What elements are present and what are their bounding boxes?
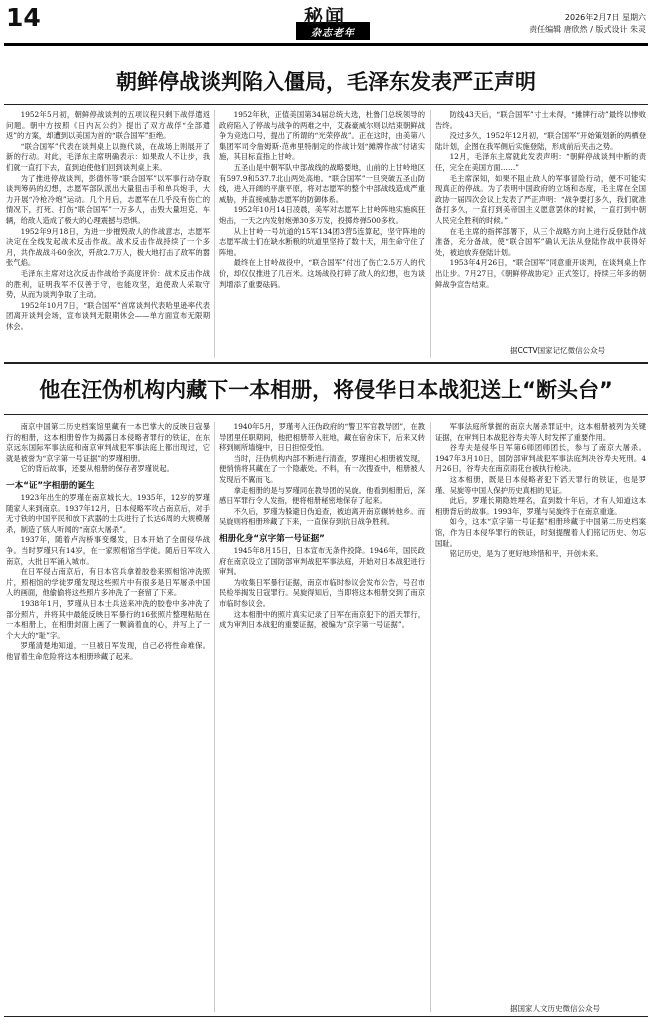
- paragraph: 1952年10月7日，“联合国军”首席谈判代表哈里逊率代表团离开谈判会场，宣布谈判无限期休会——单方面宣布无限期休会。: [6, 300, 210, 331]
- paragraph: 最终在上甘岭战役中，“联合国军”付出了伤亡2.5万人的代价，却仅仅推进了几百米。这场战役打碎了敌人的幻想，也为谈判增添了重要砝码。: [219, 258, 425, 289]
- article1-source-credit: 据CCTV国家记忆微信公众号: [510, 346, 606, 355]
- article2-title-rule: [4, 414, 648, 415]
- date-line: 2026年2月7日 星期六: [564, 13, 646, 22]
- column-divider: [214, 110, 215, 358]
- paragraph: 为了推进停战谈判，彭德怀等“联合国军”以军事行动夺取谈判筹码的幻想，志愿军部队派出大量狙击手和单兵炮手，大力开展“冷枪冷炮”运动。几个月后，志愿军在几乎没有伤亡的情况下，打死、打伤“联合国军”一万多人，击毁大量坦克、车辆，给敌人造成了极大的心理震撼与恐惧。: [6, 173, 210, 225]
- column-divider: [214, 422, 215, 1012]
- paragraph: 它的背后故事，还要从相册的保存者罗瑾说起。: [20, 464, 174, 474]
- paragraph: 1953年4月26日，“联合国军”同意重开谈判，在谈判桌上作出让步。7月27日，《朝鲜停战协定》正式签订，持续三年多的朝鲜战争宣告结束。: [435, 258, 646, 289]
- article2-column-3: [435, 422, 646, 992]
- paragraph: 五圣山是中朝军队中部战线的战略要地，山前的上甘岭地区有597.9和537.7北山两处高地。“联合国军”一旦突破五圣山防线，进入开阔的平康平原，将对志愿军的整个中部战线造成严重威胁，并直接威胁志愿军的防御体系。: [219, 162, 425, 204]
- section-logo-subtitle: 杂志老年: [311, 28, 355, 39]
- paragraph: 这本相册，既是日本侵略者犯下滔天罪行的铁证，也是罗瑾、吴旋等中国人保护历史真相的见证。: [435, 474, 646, 495]
- paragraph: 如今，这本“京字第一号证据”相册珍藏于中国第二历史档案馆，作为日本侵华罪行的铁证，时刻提醒着人们铭记历史、勿忘国耻。: [435, 517, 646, 548]
- article2-column-1: [6, 422, 210, 1010]
- paragraph: 毛泽东主席对这次反击作战给予高度评价：战术反击作战的胜利，证明我军不仅善于守，也能攻坚，迫使敌人采取守势，从而为谈判争取了主动。: [6, 268, 210, 300]
- paragraph: 12月，毛泽东主席就此发表声明：“朝鲜停战谈判中断的责任，完全在美国方面……”: [435, 152, 646, 172]
- paragraph: 罗瑾清楚地知道，一旦被日军发现，自己必将性命难保。他冒着生命危险将这本相册珍藏了起来。: [6, 641, 210, 661]
- page-bottom-rule: [4, 1016, 648, 1017]
- article1-column-1: [6, 110, 210, 360]
- paragraph: 谷寿夫是侵华日军第6师团师团长，参与了南京大屠杀。1947年3月10日，国防部审判战犯军事法庭判决谷寿夫死刑。4月26日，谷寿夫在南京雨花台被执行枪决。: [435, 443, 646, 474]
- paragraph: 1952年5月初，朝鲜停战谈判的五项议程只剩下战俘遣返问题。朝中方按照《日内瓦公约》提出了双方战俘“全部遣返”的方案，却遭到以美国为首的“联合国军”拒绝。: [6, 110, 210, 141]
- masthead-rule: [4, 43, 648, 46]
- paragraph: 为收集日军暴行证据，南京市临时参议会发布公告，号召市民检举揭发日寇罪行。吴旋得知后，当即将这本相册交到了南京市临时参议会。: [219, 577, 425, 608]
- paragraph: 拿走相册的是与罗瑾同在教导团的吴旋。他看到相册后，深感日军罪行令人发指，便将相册秘密地保存了起来。: [219, 485, 425, 506]
- article2-column-1-body: [6, 493, 210, 663]
- paragraph: 此后，罗瑾长期隐姓埋名，直到数十年后，才有人知道这本相册背后的故事。1993年，罗瑾与吴旋终于在南京重逢。: [435, 496, 646, 516]
- paragraph: 1952年10月14日凌晨，美军对志愿军上甘岭阵地实施疯狂炮击，一天之内发射炮弹30多万发，投掷炸弹500多枚。: [219, 205, 425, 225]
- paragraph: 在日军侵占南京后，有日本官兵拿着胶卷来照相馆冲洗照片，照相馆的学徒罗瑾发现这些照片中有很多是日军屠杀中国人的画面，他偷偷将这些照片多冲洗了一套留了下来。: [6, 567, 210, 598]
- paragraph: 1952年秋，正值美国第34届总统大选，杜鲁门总统领导的政府陷入了停战与战争的两难之中，艾森豪威尔则以结束朝鲜战争为竞选口号，提出了所谓的“光荣停战”。正在这时，由美第八集团军司令詹姆斯·范弗里特制定的作战计划“摊牌作战”付诸实施，其目标直指上甘岭。: [219, 110, 425, 162]
- article1-title-rule: [4, 104, 648, 105]
- article2-headline: 他在汪伪机构内藏下一本相册，将侵华日本战犯送上“断头台”: [39, 378, 613, 402]
- paragraph: 当时，汪伪机构内部不断进行清查，罗瑾担心相册被发现，便悄悄将其藏在了一个隐蔽处。不料，有一次搜查中，相册被人发现后不翼而飞。: [219, 453, 425, 484]
- paragraph: 在毛主席的指挥部署下，从三个战略方向上进行反登陆作战准备，充分备战，使“联合国军”确认无法从登陆作战中获得好处，被迫放弃登陆计划。: [435, 226, 646, 257]
- article2-subheading-1: 一本“证”字相册的诞生: [6, 480, 95, 491]
- article2-column-1-intro: [6, 422, 210, 475]
- article2-source-credit: 据国家人文历史微信公众号: [510, 1004, 600, 1013]
- paragraph: 铭记历史，是为了更好地珍惜和平，开创未来。: [449, 549, 603, 559]
- section-title: 秘闻: [304, 6, 347, 28]
- editor-line: 责任编辑 唐欣然 / 版式设计 朱灵: [529, 25, 646, 34]
- paragraph: 1938年1月，罗瑾从日本士兵送来冲洗的胶卷中多冲洗了部分照片，并将其中最能反映日军暴行的16张照片整理粘贴在一本相册上，在相册封面上画了一颗滴着血的心，并写上了一个大大的“耻”字。: [6, 598, 210, 640]
- article2-subheading-2: 相册化身“京字第一号证据”: [219, 533, 325, 544]
- paragraph: 1945年8月15日，日本宣布无条件投降。1946年，国民政府在南京设立了国防部审判战犯军事法庭，开始对日本战犯进行审判。: [219, 545, 425, 577]
- paragraph: 军事法庭所掌握的南京大屠杀罪证中，这本相册被列为关键证据，在审判日本战犯谷寿夫等人时发挥了重要作用。: [435, 422, 646, 442]
- paragraph: 这本相册中的照片真实记录了日军在南京犯下的滔天罪行，成为审判日本战犯的重要证据，被编为“京字第一号证据”。: [219, 609, 425, 630]
- paragraph: 从上甘岭一号坑道的15军134团3营5连算起，坚守阵地的志愿军战士们在缺水断粮的坑道里坚持了数十天，用生命守住了阵地。: [219, 226, 425, 257]
- paragraph: 没过多久，1952年12月初，“联合国军”开始策划新的两栖登陆计划，企图在我军侧后实施登陆，形成前后夹击之势。: [435, 131, 646, 151]
- paragraph: 不久后，罗瑾为躲避日伪追查，被迫离开南京辗转他乡。而吴旋则将相册珍藏了下来，一直保存到抗日战争胜利。: [219, 506, 425, 527]
- paragraph: 1937年，随着卢沟桥事变爆发，日本开始了全面侵华战争。当时罗瑾只有14岁，在一家照相馆当学徒。随后日军攻入南京，大批日军涌入城市。: [6, 535, 210, 566]
- article-separator-rule: [4, 362, 648, 364]
- paragraph: 1952年9月18日，为进一步摧毁敌人的作战意志，志愿军决定在全线发起战术反击作战。战术反击作战持续了一个多月，共作战战斗60余次，歼敌2.7万人，极大地打击了敌军的嚣张气焰。: [6, 226, 210, 268]
- paragraph: 1923年出生的罗瑾在南京城长大。1935年，12岁的罗瑾随家人来到南京。1937年12月，日本侵略军攻占南京后，对手无寸铁的中国平民和放下武器的士兵进行了长达6周的大规模屠杀，制造了骇人听闻的“南京大屠杀”。: [6, 492, 210, 534]
- column-divider: [430, 110, 431, 358]
- page-number: 14: [6, 3, 41, 32]
- column-divider: [430, 422, 431, 1012]
- article1-column-2: [219, 110, 425, 360]
- article2-column-2-body: [219, 546, 425, 631]
- article2-column-2: [219, 422, 425, 1010]
- article1-column-3: [435, 110, 646, 340]
- paragraph: 南京中国第二历史档案馆里藏有一本巴掌大的反映日寇暴行的相册，这本相册曾作为揭露日本侵略者罪行的铁证，在东京远东国际军事法庭和南京审判战犯军事法庭上都出现过，它就是被誉为“京字第一号证据”的罗瑾相册。: [6, 422, 210, 463]
- paragraph: 1940年5月，罗瑾考入汪伪政府的“警卫军官教导团”，在教导团里任职期间，他把相册带入驻地，藏在宿舍床下，后来又转移到厕所墙缝中，日日担惊受怕。: [219, 422, 425, 453]
- masthead: [0, 0, 652, 46]
- paragraph: 毛主席深知，如果不阻止敌人的军事冒险行动，便不可能实现真正的停战。为了表明中国政府的立场和态度，毛主席在全国政协一届四次会议上发表了严正声明：“战争要打多久，我们就准备打多久，一直打到美帝国主义愿意罢休的时候，一直打到中朝人民完全胜利的时候。”: [435, 173, 646, 225]
- paragraph: 防线43天后，“联合国军”寸土未得，“摊牌行动”最终以惨败告终。: [435, 110, 646, 130]
- paragraph: “联合国军”代表在谈判桌上以拖代谈，在战场上则展开了新的行动。对此，毛泽东主席明确表示：如果敌人不让步，我们就一直打下去，直到迫使他们回到谈判桌上来。: [6, 141, 210, 172]
- article2-column-2-intro: [219, 422, 425, 528]
- article1-headline: 朝鲜停战谈判陷入僵局，毛泽东发表严正声明: [116, 70, 536, 94]
